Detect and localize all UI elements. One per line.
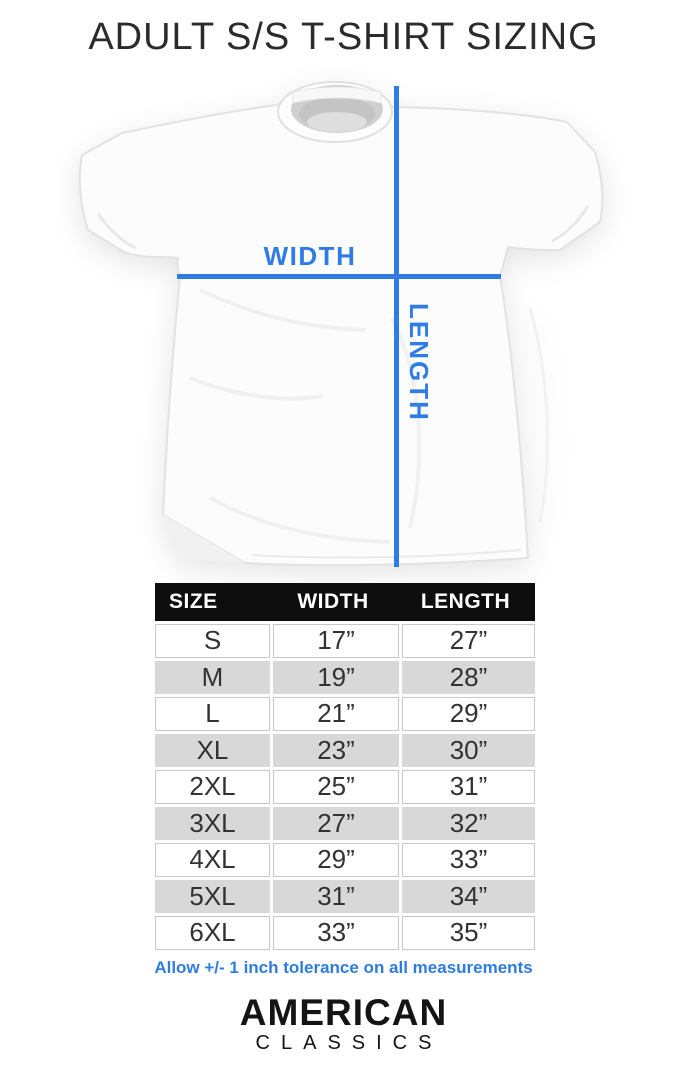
header-cell-size: SIZE [169, 590, 218, 613]
tolerance-note: Allow +/- 1 inch tolerance on all measurements [154, 958, 533, 977]
length-cell: 31” [402, 770, 535, 804]
size-cell: 2XL [155, 770, 270, 804]
length-cell: 27” [402, 624, 535, 658]
size-cell: 4XL [155, 843, 270, 877]
width-cell: 19” [273, 661, 399, 695]
brand-logo-line1: AMERICAN [239, 992, 448, 1033]
length-cell: 33” [402, 843, 535, 877]
length-cell: 30” [402, 734, 535, 768]
table-row [155, 734, 535, 768]
table-row [155, 807, 535, 841]
table-row [155, 624, 535, 658]
size-cell: XL [155, 734, 270, 768]
width-cell: 27” [273, 807, 399, 841]
table-row [155, 770, 535, 804]
width-label: WIDTH [263, 241, 357, 271]
length-label: LENGTH [404, 303, 434, 422]
table-row [155, 661, 535, 695]
brand-logo [0, 992, 687, 1054]
length-cell: 34” [402, 880, 535, 914]
table-row [155, 843, 535, 877]
page-title: ADULT S/S T-SHIRT SIZING [88, 16, 599, 58]
size-cell: 6XL [155, 916, 270, 950]
table-row [155, 697, 535, 731]
header-cell-length: LENGTH [420, 590, 511, 613]
size-cell: 5XL [155, 880, 270, 914]
width-measure-line [177, 274, 501, 279]
length-cell: 32” [402, 807, 535, 841]
size-cell: 3XL [155, 807, 270, 841]
width-cell: 29” [273, 843, 399, 877]
length-cell: 29” [402, 697, 535, 731]
table-row [155, 880, 535, 914]
length-cell: 35” [402, 916, 535, 950]
width-cell: 33” [273, 916, 399, 950]
size-table [155, 583, 535, 950]
size-cell: L [155, 697, 270, 731]
table-row [155, 916, 535, 950]
header-cell-width: WIDTH [297, 590, 369, 613]
length-cell: 28” [402, 661, 535, 695]
length-measure-line [394, 86, 399, 567]
size-cell: M [155, 661, 270, 695]
brand-logo-line2: CLASSICS [255, 1032, 443, 1054]
width-cell: 23” [273, 734, 399, 768]
width-cell: 21” [273, 697, 399, 731]
width-cell: 17” [273, 624, 399, 658]
width-cell: 31” [273, 880, 399, 914]
tshirt-illustration [60, 78, 620, 578]
table-header-row [155, 583, 535, 621]
width-cell: 25” [273, 770, 399, 804]
size-cell: S [155, 624, 270, 658]
